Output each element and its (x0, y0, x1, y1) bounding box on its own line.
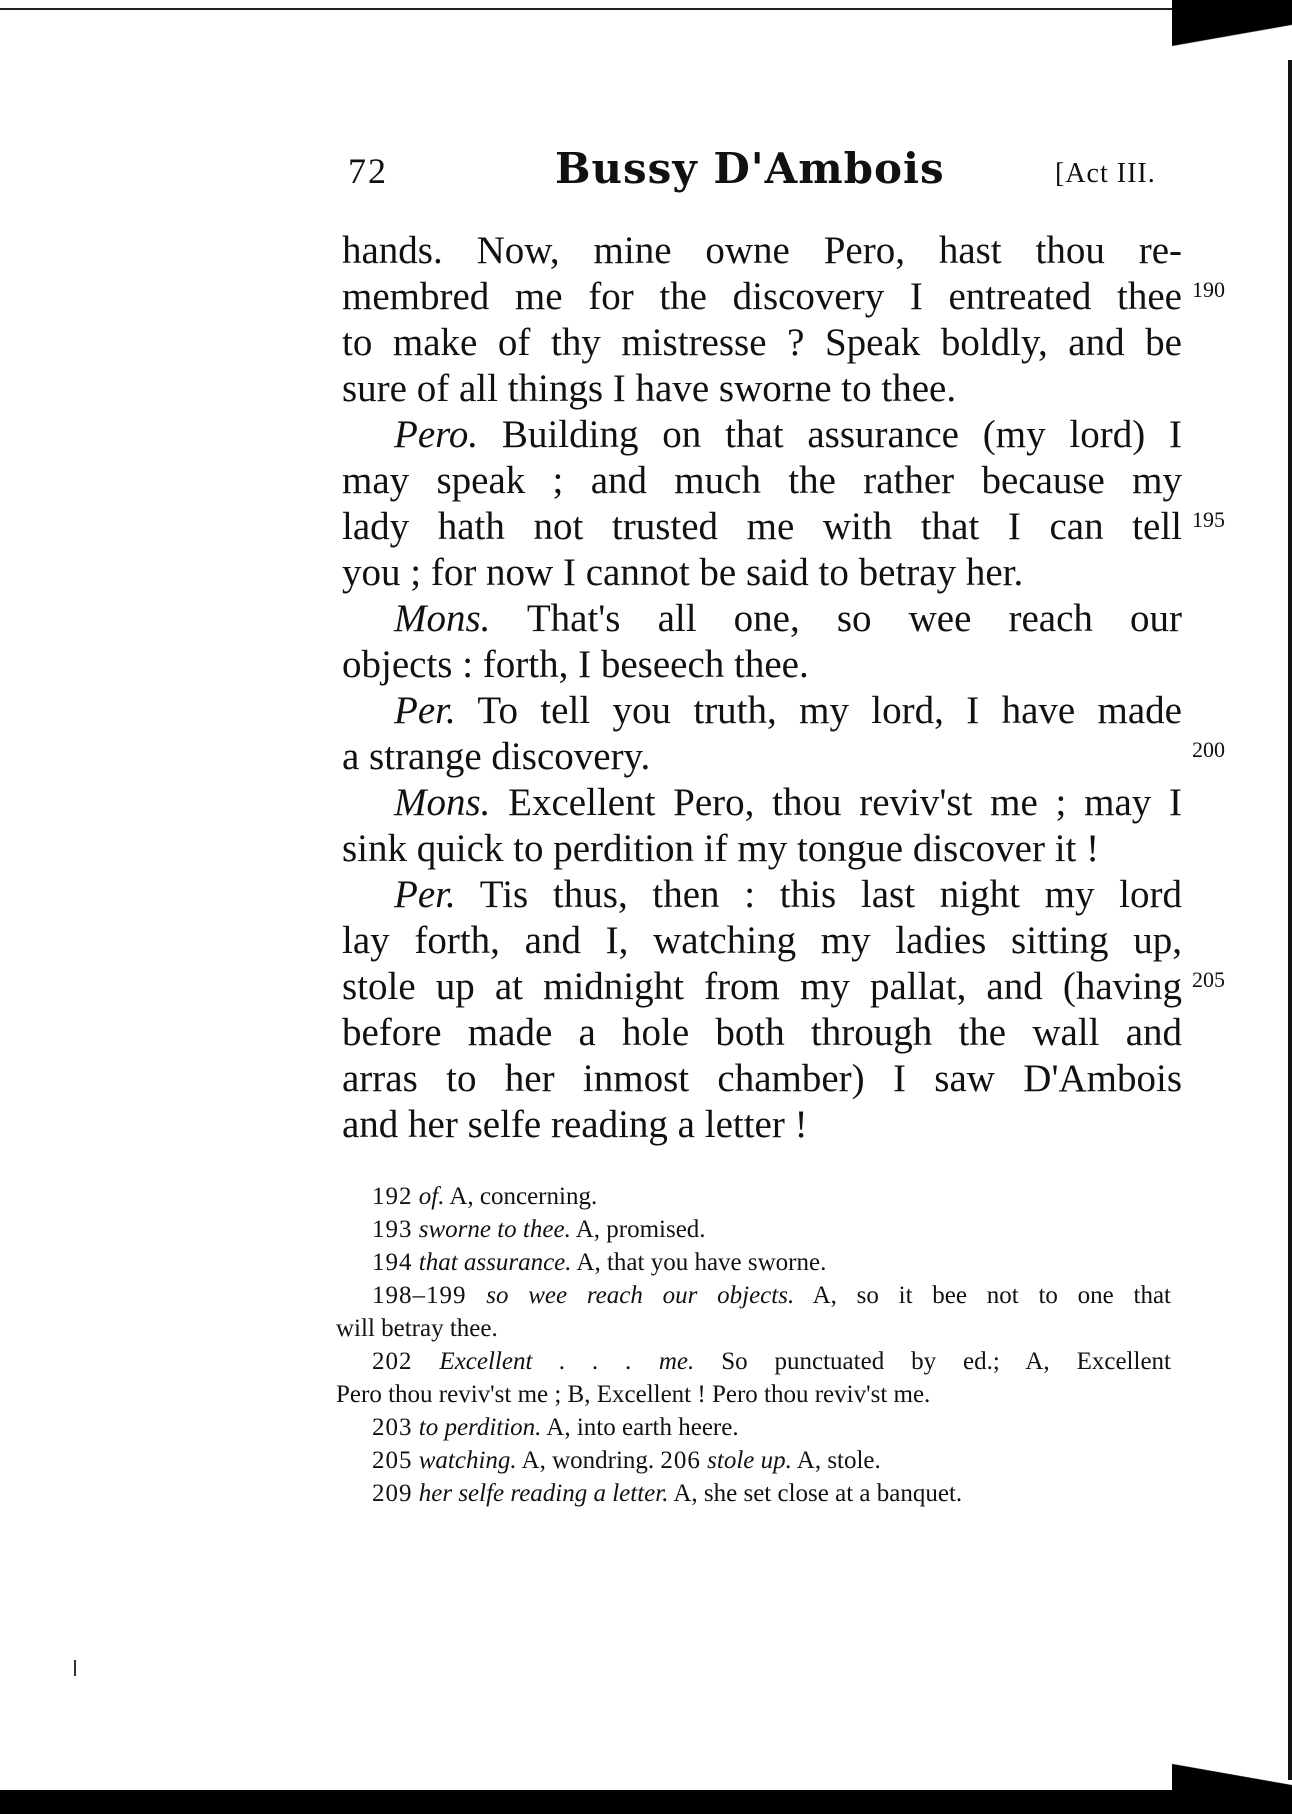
footnote (336, 1411, 1171, 1444)
act-label: [Act III. (1055, 158, 1156, 189)
scan-border-top (0, 8, 1292, 10)
speech-text: Tis thus, then : this last night my lord (455, 873, 1182, 916)
text-line: sink quick to perdition if my tongue discover it ! (342, 827, 1100, 870)
footnote-reading: A, that you have sworne. (571, 1249, 827, 1276)
speech-line (342, 780, 1182, 826)
line-number-200: 200 (1192, 737, 1225, 762)
footnote-lemma: stole up. (707, 1447, 792, 1474)
footnote-reading: So punctuated by ed.; A, Excellent (694, 1348, 1171, 1375)
text-line: before made a hole both through the wall and (342, 1011, 1182, 1054)
footnote-line-ref: 198–199 (372, 1282, 467, 1309)
text-line: may speak ; and much the rather because my (342, 459, 1182, 502)
text-line: arras to her inmost chamber) I saw D'Ambois (342, 1057, 1182, 1100)
footnote-reading: A, into earth heere. (541, 1414, 739, 1441)
footnote-lemma: watching. (418, 1447, 517, 1474)
footnote-reading: A, promised. (570, 1216, 706, 1243)
speech-line (342, 412, 1182, 458)
speech-line (342, 872, 1182, 918)
page-number: 72 (348, 151, 388, 191)
footnote-line-ref: 192 (372, 1183, 413, 1210)
footnote-line-ref: 205 (372, 1447, 413, 1474)
text-line: stole up at midnight from my pallat, and (having (342, 965, 1182, 1008)
footnote-continuation: will betray thee. (336, 1315, 498, 1342)
speech-text: That's all one, so wee reach our (490, 597, 1182, 640)
text-line: lay forth, and I, watching my ladies sitting up, (342, 919, 1182, 962)
text-line: sure of all things I have sworne to thee. (342, 367, 957, 410)
speaker-name: Per. (394, 873, 456, 916)
footnote-reading: A, she set close at a banquet. (668, 1480, 963, 1507)
text-line: and her selfe reading a letter ! (342, 1103, 808, 1146)
footnote-reading: A, stole. (791, 1447, 881, 1474)
text-line: you ; for now I cannot be said to betray her. (342, 551, 1024, 594)
speech-line (342, 596, 1182, 642)
page-header (0, 144, 1292, 210)
footnote-reading: A, concerning. (444, 1183, 598, 1210)
text-line: objects : forth, I beseech thee. (342, 643, 809, 686)
footnote (336, 1279, 1171, 1312)
footnote (336, 1180, 1171, 1213)
scan-border-right (1288, 60, 1292, 1780)
footnote-lemma: of. (418, 1183, 445, 1210)
footnote-reading: A, wondring. (516, 1447, 661, 1474)
scan-mark (74, 1660, 76, 1676)
footnotes (336, 1180, 1171, 1510)
scan-border-bottom (0, 1790, 1292, 1814)
footnote-line-ref: 209 (372, 1480, 413, 1507)
footnote-line-ref: 193 (372, 1216, 413, 1243)
footnote (336, 1345, 1171, 1378)
line-number-190: 190 (1192, 277, 1225, 302)
text-line: membred me for the discovery I entreated thee (342, 275, 1182, 318)
speech-text: Building on that assurance (my lord) I (478, 413, 1182, 456)
footnote-lemma: her selfe reading a letter. (418, 1480, 669, 1507)
footnote (336, 1246, 1171, 1279)
text-line: a strange discovery. (342, 735, 651, 778)
footnote-line-ref: 206 (660, 1447, 701, 1474)
footnote-line-ref: 203 (372, 1414, 413, 1441)
footnote (336, 1213, 1171, 1246)
scan-shadow-top-right (1172, 0, 1292, 80)
speaker-name: Mons. (394, 597, 491, 640)
footnote (336, 1444, 1171, 1477)
speech-text: To tell you truth, my lord, I have made (455, 689, 1182, 732)
speaker-name: Pero. (394, 413, 479, 456)
footnote (336, 1477, 1171, 1510)
footnote-lemma: Excellent . . . me. (439, 1348, 695, 1375)
speaker-name: Mons. (394, 781, 491, 824)
footnote-line-ref: 202 (372, 1348, 413, 1375)
footnote-lemma: to perdition. (418, 1414, 542, 1441)
footnote-lemma: sworne to thee. (418, 1216, 571, 1243)
text-line: lady hath not trusted me with that I can tell (342, 505, 1182, 548)
footnote-lemma: that assurance. (418, 1249, 572, 1276)
line-number-205: 205 (1192, 967, 1225, 992)
footnote-reading: A, so it bee not to one that (794, 1282, 1172, 1309)
speech-text: Excellent Pero, thou reviv'st me ; may I (490, 781, 1182, 824)
footnote-continuation: Pero thou reviv'st me ; B, Excellent ! Pero thou reviv'st me. (336, 1381, 931, 1408)
play-text (342, 228, 1182, 1148)
line-number-195: 195 (1192, 507, 1225, 532)
speaker-name: Per. (394, 689, 456, 732)
footnote-line-ref: 194 (372, 1249, 413, 1276)
text-line: to make of thy mistresse ? Speak boldly, and be (342, 321, 1182, 364)
text-line: hands. Now, mine owne Pero, hast thou re- (342, 229, 1182, 272)
footnote-lemma: so wee reach our objects. (486, 1282, 795, 1309)
speech-line (342, 688, 1182, 734)
running-title: Bussy D'Ambois (555, 144, 945, 193)
